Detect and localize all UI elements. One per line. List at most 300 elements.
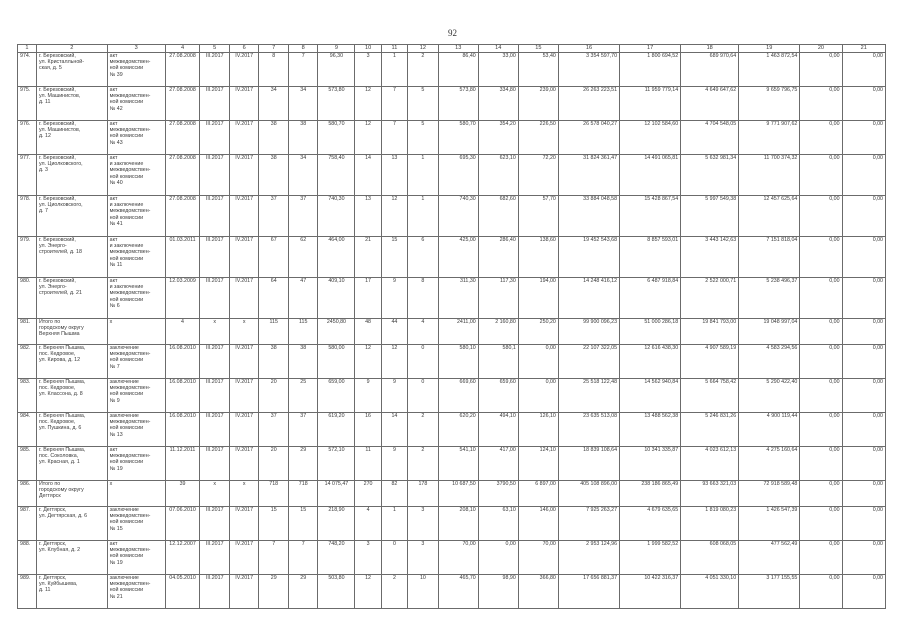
table-cell: г. Березовский, ул. Машинистов, д. 12 bbox=[36, 120, 107, 154]
table-cell: 12 bbox=[381, 344, 407, 378]
table-cell: заключение межведомствен- ной комиссии № 15 bbox=[107, 506, 165, 540]
table-cell: 0,00 bbox=[842, 318, 885, 344]
table-cell: 5 290 422,40 bbox=[739, 378, 800, 412]
table-cell: 13 488 562,38 bbox=[620, 412, 681, 446]
table-cell: 3 354 597,70 bbox=[558, 52, 619, 86]
table-cell: 0,00 bbox=[518, 344, 558, 378]
table-cell: 2411,00 bbox=[438, 318, 478, 344]
table-row bbox=[18, 52, 886, 86]
table-cell: 740,30 bbox=[438, 195, 478, 236]
table-cell: 465,70 bbox=[438, 574, 478, 608]
column-number: 5 bbox=[200, 45, 230, 53]
table-cell: III.2017 bbox=[200, 236, 230, 277]
table-cell: 2 bbox=[408, 412, 439, 446]
table-cell: 34 bbox=[288, 86, 318, 120]
table-cell: 9 bbox=[381, 277, 407, 318]
table-cell: 494,10 bbox=[478, 412, 518, 446]
table-cell: III.2017 bbox=[200, 412, 230, 446]
table-cell: 38 bbox=[259, 120, 289, 154]
table-cell: 25 bbox=[288, 378, 318, 412]
table-cell: 0,00 bbox=[800, 154, 842, 195]
table-cell: 2 160,80 bbox=[478, 318, 518, 344]
table-cell: 620,20 bbox=[438, 412, 478, 446]
table-cell: 67 bbox=[259, 236, 289, 277]
table-cell: 580,70 bbox=[438, 120, 478, 154]
table-cell: 25 518 122,48 bbox=[558, 378, 619, 412]
column-number: 6 bbox=[229, 45, 259, 53]
table-cell: 987. bbox=[18, 506, 37, 540]
table-cell: III.2017 bbox=[200, 506, 230, 540]
table-cell: 580,10 bbox=[438, 344, 478, 378]
table-cell: г. Березовский, ул. Циолковского, д. 3 bbox=[36, 154, 107, 195]
table-cell: 15 428 867,54 bbox=[620, 195, 681, 236]
table-cell: 3790,50 bbox=[478, 480, 518, 506]
table-cell: 623,10 bbox=[478, 154, 518, 195]
table-cell: III.2017 bbox=[200, 52, 230, 86]
table-cell: 988. bbox=[18, 540, 37, 574]
table-cell: 01.03.2011 bbox=[165, 236, 200, 277]
column-number: 4 bbox=[165, 45, 200, 53]
column-number: 16 bbox=[558, 45, 619, 53]
table-cell: 17 bbox=[355, 277, 381, 318]
table-cell: 989. bbox=[18, 574, 37, 608]
table-cell: 0,00 bbox=[800, 574, 842, 608]
table-cell: 12.12.2007 bbox=[165, 540, 200, 574]
table-cell: 72,20 bbox=[518, 154, 558, 195]
table-cell: 12 bbox=[355, 574, 381, 608]
table-cell: 14 562 940,84 bbox=[620, 378, 681, 412]
table-cell: г. Березовский, ул. Машинистов, д. 11 bbox=[36, 86, 107, 120]
table-cell: 6 487 918,84 bbox=[620, 277, 681, 318]
table-cell: 14 bbox=[355, 154, 381, 195]
table-cell: 98,90 bbox=[478, 574, 518, 608]
table-cell: 0,00 bbox=[842, 120, 885, 154]
table-cell: 9 659 796,75 bbox=[739, 86, 800, 120]
table-cell: 0,00 bbox=[842, 52, 885, 86]
table-cell: 38 bbox=[259, 154, 289, 195]
table-cell: IV.2017 bbox=[229, 120, 259, 154]
table-cell: 354,20 bbox=[478, 120, 518, 154]
table-cell: 8 bbox=[259, 52, 289, 86]
table-cell: 14 491 065,81 bbox=[620, 154, 681, 195]
table-cell: 270 bbox=[355, 480, 381, 506]
table-cell: 7 bbox=[381, 86, 407, 120]
table-cell: x bbox=[107, 480, 165, 506]
table-cell: 3 bbox=[408, 540, 439, 574]
table-cell: 146,00 bbox=[518, 506, 558, 540]
table-cell: 37 bbox=[259, 195, 289, 236]
table-cell: 16 bbox=[355, 412, 381, 446]
table-row bbox=[18, 277, 886, 318]
table-cell: 0,00 bbox=[842, 506, 885, 540]
housing-table bbox=[17, 44, 886, 609]
table-cell: 6 897,00 bbox=[518, 480, 558, 506]
table-cell: 0 bbox=[408, 378, 439, 412]
table-cell: 16.08.2010 bbox=[165, 378, 200, 412]
table-cell: 748,20 bbox=[318, 540, 355, 574]
table-cell: 14 bbox=[381, 412, 407, 446]
table-cell: III.2017 bbox=[200, 574, 230, 608]
table-cell: 0,00 bbox=[842, 86, 885, 120]
table-cell: 669,60 bbox=[438, 378, 478, 412]
table-cell: 14 248 416,12 bbox=[558, 277, 619, 318]
column-number: 21 bbox=[842, 45, 885, 53]
table-cell: 3 177 155,55 bbox=[739, 574, 800, 608]
table-cell: 7 925 263,27 bbox=[558, 506, 619, 540]
table-cell: 178 bbox=[408, 480, 439, 506]
table-cell: 7 bbox=[288, 52, 318, 86]
table-cell: 0,00 bbox=[478, 540, 518, 574]
table-cell: 44 bbox=[381, 318, 407, 344]
table-cell: 1 463 872,54 bbox=[739, 52, 800, 86]
table-cell: 117,30 bbox=[478, 277, 518, 318]
table-cell: 34 bbox=[288, 154, 318, 195]
table-cell: 12 457 625,64 bbox=[739, 195, 800, 236]
table-cell: 573,80 bbox=[438, 86, 478, 120]
table-cell: 0,00 bbox=[800, 120, 842, 154]
table-cell: 5 238 496,37 bbox=[739, 277, 800, 318]
column-number: 11 bbox=[381, 45, 407, 53]
table-cell: x bbox=[229, 480, 259, 506]
table-cell: 4 275 160,64 bbox=[739, 446, 800, 480]
table-cell: 978. bbox=[18, 195, 37, 236]
table-cell: 974. bbox=[18, 52, 37, 86]
table-cell: 39 bbox=[165, 480, 200, 506]
table-cell: 38 bbox=[259, 344, 289, 378]
table-cell: 4 bbox=[408, 318, 439, 344]
table-cell: 16.08.2010 bbox=[165, 344, 200, 378]
table-row bbox=[18, 344, 886, 378]
table-cell: 1 bbox=[381, 52, 407, 86]
table-cell: 718 bbox=[288, 480, 318, 506]
table-cell: 10 422 316,37 bbox=[620, 574, 681, 608]
table-row bbox=[18, 574, 886, 608]
table-cell: 1 bbox=[381, 506, 407, 540]
table-cell: 63,10 bbox=[478, 506, 518, 540]
table-cell: 29 bbox=[288, 446, 318, 480]
table-cell: 11 959 779,14 bbox=[620, 86, 681, 120]
table-cell: 0,00 bbox=[800, 480, 842, 506]
table-cell: 33 884 048,58 bbox=[558, 195, 619, 236]
table-cell: 37 bbox=[259, 412, 289, 446]
column-number: 14 bbox=[478, 45, 518, 53]
table-cell: IV.2017 bbox=[229, 236, 259, 277]
table-cell: 5 bbox=[408, 120, 439, 154]
table-cell: 0,00 bbox=[800, 344, 842, 378]
table-cell: 977. bbox=[18, 154, 37, 195]
table-cell: 2 953 124,96 bbox=[558, 540, 619, 574]
table-cell: 740,30 bbox=[318, 195, 355, 236]
table-cell: 3 443 142,63 bbox=[681, 236, 739, 277]
table-cell: 580,00 bbox=[318, 344, 355, 378]
table-cell: III.2017 bbox=[200, 446, 230, 480]
table-cell: акт и заключение межведомствен- ной комиссии № 11 bbox=[107, 236, 165, 277]
table-cell: 1 819 080,23 bbox=[681, 506, 739, 540]
table-cell: 11 bbox=[355, 446, 381, 480]
table-cell: 72 918 589,48 bbox=[739, 480, 800, 506]
table-cell: 13 bbox=[381, 154, 407, 195]
table-cell: 7 bbox=[259, 540, 289, 574]
table-cell: 409,10 bbox=[318, 277, 355, 318]
table-cell: 9 bbox=[381, 446, 407, 480]
table-cell: 64 bbox=[259, 277, 289, 318]
table-cell: 4 bbox=[165, 318, 200, 344]
table-cell: 12 102 584,60 bbox=[620, 120, 681, 154]
table-cell: акт межведомствен- ной комиссии № 42 bbox=[107, 86, 165, 120]
table-cell: 0,00 bbox=[842, 154, 885, 195]
table-cell: 10 341 335,87 bbox=[620, 446, 681, 480]
column-number: 8 bbox=[288, 45, 318, 53]
table-cell: 0,00 bbox=[842, 378, 885, 412]
table-cell: 126,10 bbox=[518, 412, 558, 446]
table-cell: 0,00 bbox=[800, 540, 842, 574]
table-cell: 115 bbox=[288, 318, 318, 344]
table-cell: 1 999 582,52 bbox=[620, 540, 681, 574]
page-number: 92 bbox=[448, 28, 457, 38]
table-cell: 4 907 589,19 bbox=[681, 344, 739, 378]
table-cell: 27.08.2008 bbox=[165, 86, 200, 120]
table-cell: 4 679 635,65 bbox=[620, 506, 681, 540]
table-cell: 23 635 513,08 bbox=[558, 412, 619, 446]
table-cell: 1 bbox=[408, 195, 439, 236]
table-cell: 194,00 bbox=[518, 277, 558, 318]
table-cell: 12 bbox=[381, 195, 407, 236]
table-cell: 9 bbox=[355, 378, 381, 412]
table-cell: 0,00 bbox=[842, 412, 885, 446]
table-cell: г. Верхняя Пышма, пос. Кедровое, ул. Кирова, д. 12 bbox=[36, 344, 107, 378]
table-cell: 26 263 223,51 bbox=[558, 86, 619, 120]
table-cell: 96,30 bbox=[318, 52, 355, 86]
column-number-row bbox=[18, 45, 886, 53]
table-cell: 7 151 818,04 bbox=[739, 236, 800, 277]
table-cell: IV.2017 bbox=[229, 86, 259, 120]
table-cell: заключение межведомствен- ной комиссии № 9 bbox=[107, 378, 165, 412]
table-cell: 15 bbox=[288, 506, 318, 540]
table-cell: 983. bbox=[18, 378, 37, 412]
table-cell: 0 bbox=[381, 540, 407, 574]
table-row bbox=[18, 506, 886, 540]
table-cell: 239,00 bbox=[518, 86, 558, 120]
column-number: 17 bbox=[620, 45, 681, 53]
table-cell: 0,00 bbox=[800, 277, 842, 318]
table-row bbox=[18, 540, 886, 574]
table-cell: 19 048 997,04 bbox=[739, 318, 800, 344]
table-cell: 975. bbox=[18, 86, 37, 120]
table-cell: заключение межведомствен- ной комиссии № 7 bbox=[107, 344, 165, 378]
table-cell: 0,00 bbox=[842, 236, 885, 277]
table-cell: 20 bbox=[259, 446, 289, 480]
table-cell: 3 bbox=[408, 506, 439, 540]
table-cell: 0,00 bbox=[842, 195, 885, 236]
table-cell: 4 583 294,56 bbox=[739, 344, 800, 378]
table-cell: 16.08.2010 bbox=[165, 412, 200, 446]
table-cell: 27.08.2008 bbox=[165, 154, 200, 195]
table-cell: 62 bbox=[288, 236, 318, 277]
table-cell: 580,70 bbox=[318, 120, 355, 154]
table-cell: 0,00 bbox=[800, 236, 842, 277]
table-cell: 695,30 bbox=[438, 154, 478, 195]
table-cell: 17 656 881,37 bbox=[558, 574, 619, 608]
table-row bbox=[18, 195, 886, 236]
table-cell: г. Березовский, ул. Кристалльной- ская, д. 5 bbox=[36, 52, 107, 86]
table-cell: 425,00 bbox=[438, 236, 478, 277]
table-cell: 0,00 bbox=[800, 52, 842, 86]
column-number: 19 bbox=[739, 45, 800, 53]
table-cell: 2 522 000,71 bbox=[681, 277, 739, 318]
table-cell: 986. bbox=[18, 480, 37, 506]
table-cell: 5 632 981,34 bbox=[681, 154, 739, 195]
table-cell: 27.08.2008 bbox=[165, 52, 200, 86]
table-cell: акт межведомствен- ной комиссии № 19 bbox=[107, 446, 165, 480]
table-cell: 980. bbox=[18, 277, 37, 318]
table-cell: 9 771 907,62 bbox=[739, 120, 800, 154]
table-cell: 2 bbox=[408, 52, 439, 86]
column-number: 12 bbox=[408, 45, 439, 53]
table-cell: 20 bbox=[259, 378, 289, 412]
table-cell: 12 616 438,30 bbox=[620, 344, 681, 378]
table-cell: 7 bbox=[288, 540, 318, 574]
table-row bbox=[18, 120, 886, 154]
table-cell: 37 bbox=[288, 195, 318, 236]
table-cell: 238 186 865,49 bbox=[620, 480, 681, 506]
table-cell: 250,20 bbox=[518, 318, 558, 344]
table-cell: 0,00 bbox=[800, 195, 842, 236]
table-cell: 53,40 bbox=[518, 52, 558, 86]
table-cell: 976. bbox=[18, 120, 37, 154]
table-cell: III.2017 bbox=[200, 86, 230, 120]
table-cell: 311,30 bbox=[438, 277, 478, 318]
table-cell: 93 663 321,03 bbox=[681, 480, 739, 506]
table-row bbox=[18, 378, 886, 412]
table-cell: 115 bbox=[259, 318, 289, 344]
table-cell: 0,00 bbox=[842, 574, 885, 608]
table-cell: 33,00 bbox=[478, 52, 518, 86]
table-cell: 70,00 bbox=[518, 540, 558, 574]
table-cell: 5 bbox=[408, 86, 439, 120]
table-cell: 0,00 bbox=[800, 506, 842, 540]
table-cell: 541,10 bbox=[438, 446, 478, 480]
table-row bbox=[18, 412, 886, 446]
column-number: 10 bbox=[355, 45, 381, 53]
table-cell: 619,20 bbox=[318, 412, 355, 446]
table-cell: IV.2017 bbox=[229, 574, 259, 608]
table-cell: 334,80 bbox=[478, 86, 518, 120]
table-cell: 4 023 612,13 bbox=[681, 446, 739, 480]
table-cell: 985. bbox=[18, 446, 37, 480]
table-cell: 26 578 040,27 bbox=[558, 120, 619, 154]
table-cell: 10 bbox=[408, 574, 439, 608]
table-cell: IV.2017 bbox=[229, 344, 259, 378]
table-cell: акт межведомствен- ной комиссии № 19 bbox=[107, 540, 165, 574]
table-cell: г. Березовский, ул. Энерго- строителей, д. 18 bbox=[36, 236, 107, 277]
table-cell: 5 664 758,42 bbox=[681, 378, 739, 412]
table-cell: 718 bbox=[259, 480, 289, 506]
table-cell: 82 bbox=[381, 480, 407, 506]
table-cell: 4 051 330,10 bbox=[681, 574, 739, 608]
table-cell: 405 108 896,00 bbox=[558, 480, 619, 506]
table-cell: III.2017 bbox=[200, 344, 230, 378]
table-cell: III.2017 bbox=[200, 378, 230, 412]
table-cell: 31 824 361,47 bbox=[558, 154, 619, 195]
table-cell: г. Дегтярск, ул. Дегтярская, д. 6 bbox=[36, 506, 107, 540]
table-cell: 29 bbox=[288, 574, 318, 608]
table-cell: г. Верхняя Пышма, пос. Кедровое, ул. Пушкина, д. 6 bbox=[36, 412, 107, 446]
table-cell: г. Верхняя Пышма, пос. Кедровое, ул. Классона, д. 8 bbox=[36, 378, 107, 412]
table-cell: 0,00 bbox=[842, 446, 885, 480]
table-cell: 99 900 096,23 bbox=[558, 318, 619, 344]
table-row bbox=[18, 480, 886, 506]
table-cell: 0,00 bbox=[842, 344, 885, 378]
table-cell: IV.2017 bbox=[229, 412, 259, 446]
table-cell: IV.2017 bbox=[229, 277, 259, 318]
table-cell: 34 bbox=[259, 86, 289, 120]
table-cell: 503,80 bbox=[318, 574, 355, 608]
table-cell: 0,00 bbox=[842, 540, 885, 574]
table-cell: 689 970,64 bbox=[681, 52, 739, 86]
table-cell: 366,80 bbox=[518, 574, 558, 608]
table-cell: 477 562,49 bbox=[739, 540, 800, 574]
table-cell: г. Березовский, ул. Циолковского, д. 7 bbox=[36, 195, 107, 236]
table-cell: г. Дегтярск, ул. Клубная, д. 2 bbox=[36, 540, 107, 574]
table-cell: IV.2017 bbox=[229, 378, 259, 412]
table-cell: 13 bbox=[355, 195, 381, 236]
column-number: 13 bbox=[438, 45, 478, 53]
table-cell: 5 246 831,26 bbox=[681, 412, 739, 446]
table-cell: 9 bbox=[381, 378, 407, 412]
table-cell: 38 bbox=[288, 344, 318, 378]
table-cell: 0,00 bbox=[800, 378, 842, 412]
table-cell: 0,00 bbox=[800, 412, 842, 446]
table-cell: 51 000 286,18 bbox=[620, 318, 681, 344]
column-number: 20 bbox=[800, 45, 842, 53]
table-cell: акт и заключение межведомствен- ной комиссии № 40 bbox=[107, 154, 165, 195]
table-cell: 0,00 bbox=[842, 277, 885, 318]
table-cell: 0,00 bbox=[842, 480, 885, 506]
table-cell: 19 841 793,00 bbox=[681, 318, 739, 344]
table-cell: 124,10 bbox=[518, 446, 558, 480]
table-cell: 226,50 bbox=[518, 120, 558, 154]
table-cell: 12 bbox=[355, 344, 381, 378]
table-cell: IV.2017 bbox=[229, 540, 259, 574]
table-cell: акт межведомствен- ной комиссии № 43 bbox=[107, 120, 165, 154]
table-cell: 4 649 647,62 bbox=[681, 86, 739, 120]
table-cell: Итого по городскому округу Дегтярск bbox=[36, 480, 107, 506]
table-cell: 573,80 bbox=[318, 86, 355, 120]
table-cell: 22 107 322,05 bbox=[558, 344, 619, 378]
table-cell: 15 bbox=[259, 506, 289, 540]
table-cell: 682,60 bbox=[478, 195, 518, 236]
table-cell: 14 075,47 bbox=[318, 480, 355, 506]
table-cell: 580,1 bbox=[478, 344, 518, 378]
table-cell: 38 bbox=[288, 120, 318, 154]
table-cell: 18 839 108,64 bbox=[558, 446, 619, 480]
table-cell: 1 426 547,39 bbox=[739, 506, 800, 540]
table-cell: 0 bbox=[408, 344, 439, 378]
table-cell: 979. bbox=[18, 236, 37, 277]
column-number: 15 bbox=[518, 45, 558, 53]
table-cell: 7 bbox=[381, 120, 407, 154]
table-cell: 1 bbox=[408, 154, 439, 195]
table-cell: 12 bbox=[355, 120, 381, 154]
table-cell: 208,10 bbox=[438, 506, 478, 540]
table-cell: 659,00 bbox=[318, 378, 355, 412]
table-cell: 4 704 548,05 bbox=[681, 120, 739, 154]
table-cell: 4 bbox=[355, 506, 381, 540]
table-cell: 417,00 bbox=[478, 446, 518, 480]
table-cell: 15 bbox=[381, 236, 407, 277]
table-cell: 11.12.2011 bbox=[165, 446, 200, 480]
table-cell: III.2017 bbox=[200, 540, 230, 574]
